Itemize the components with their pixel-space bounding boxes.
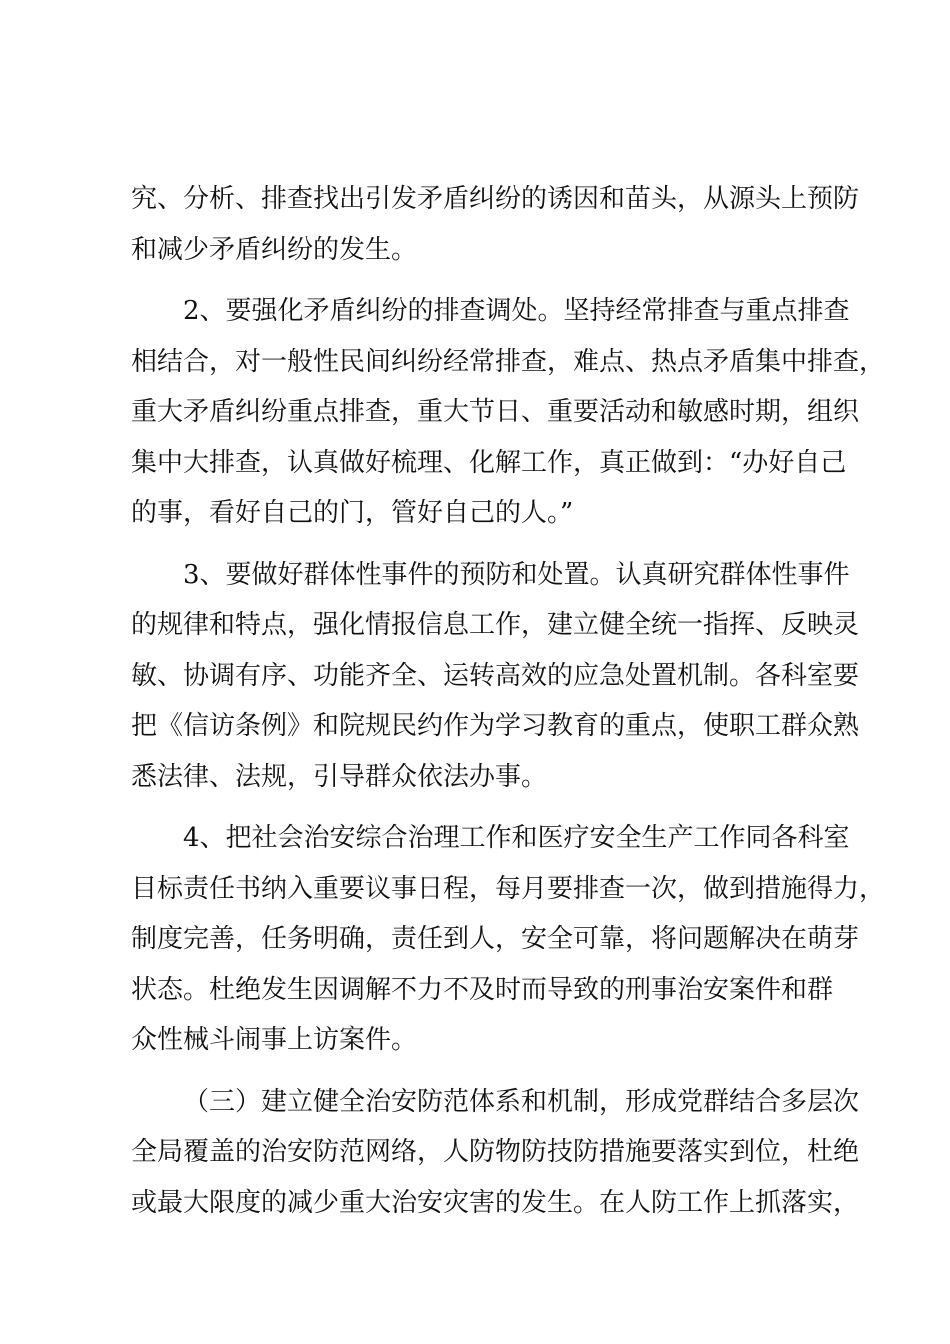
text-line: 究、分析、排查找出引发矛盾纠纷的诱因和苗头，从源头上预防 — [131, 184, 860, 214]
document-body — [131, 174, 886, 1228]
paragraph-continuation — [131, 174, 860, 275]
text-line: 的事，看好自己的门，管好自己的人。” — [131, 498, 574, 528]
text-line: 或最大限度的减少重大治安灾害的发生。在人防工作上抓落实， — [131, 1187, 860, 1218]
text-line: 重大矛盾纠纷重点排查，重大节日、重要活动和敏感时期，组织 — [131, 397, 860, 427]
text-line: 相结合，对一般性民间纠纷经常排查，难点、热点矛盾集中排查， — [131, 346, 886, 377]
text-line: 的规律和特点，强化情报信息工作，建立健全统一指挥、反映灵 — [131, 610, 860, 640]
text-line: 把《信访条例》和院规民约作为学习教育的重点，使职工群众熟 — [131, 711, 860, 741]
paragraph-section-3 — [131, 1077, 860, 1229]
text-line: 目标责任书纳入重要议事日程，每月要排查一次，做到措施得力， — [131, 873, 886, 904]
text-line: 制度完善，任务明确，责任到人，安全可靠，将问题解决在萌芽 — [131, 924, 860, 954]
paragraph-item-2 — [131, 286, 886, 539]
text-line: 全局覆盖的治安防范网络，人防物防技防措施要落实到位，杜绝 — [131, 1137, 860, 1167]
text-line: 2、要强化矛盾纠纷的排查调处。坚持经常排查与重点排查 — [183, 296, 850, 326]
text-line: 敏、协调有序、功能齐全、运转高效的应急处置机制。各科室要 — [131, 660, 860, 691]
text-line: 众性械斗闹事上访案件。 — [131, 1025, 418, 1055]
text-line: 4、把社会治安综合治理工作和医疗安全生产工作同各科室 — [183, 823, 850, 853]
text-line: （三）建立健全治安防范体系和机制，形成党群结合多层次 — [183, 1086, 860, 1117]
text-line: 状态。杜绝发生因调解不力不及时而导致的刑事治安案件和群 — [131, 974, 834, 1005]
text-line: 悉法律、法规，引导群众依法办事。 — [131, 761, 548, 792]
text-line: 和减少矛盾纠纷的发生。 — [131, 234, 418, 265]
text-line: 集中大排查，认真做好梳理、化解工作，真正做到：“办好自己 — [131, 447, 847, 478]
paragraph-item-4 — [131, 813, 886, 1066]
paragraph-item-3 — [131, 550, 860, 803]
text-line: 3、要做好群体性事件的预防和处置。认真研究群体性事件 — [183, 559, 850, 590]
